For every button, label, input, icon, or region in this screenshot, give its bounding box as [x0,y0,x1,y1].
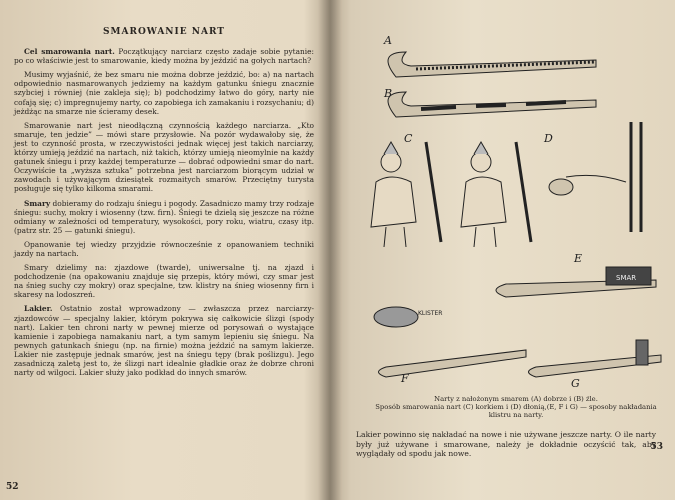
label-e: E [574,252,583,265]
paragraph-text: dobieramy do rodzaju śniegu i pogody. Zasadniczo mamy trzy rodzaje śniegu: suchy, mokry i wiosenny (tzw. firn). Śniegi te dzielą się jeszcze na różne odmiany w zależności od temperatury, wysokości, pory roku, wiatru, czasy itp. (patrz str. 25 — gatunki śniegu). [14,198,314,235]
paragraph [14,263,314,299]
paragraph [14,240,314,258]
label-g: G [571,377,580,390]
ski-figure-a [383,34,596,77]
label-d: D [544,132,553,145]
left-page [0,0,330,500]
paragraph [14,121,314,194]
klister-figure-e [496,252,656,297]
paragraph-text: Smarowanie nart jest nieodłączną czynnością każdego narciarza. „Kto smaruje, ten jedzie” — mówi stare przysłowie. Na pozór wydawałoby się, że jest to czynność prosta, w rzeczywistości jednak więcej jest takich narciarzy, którzy umieją jeździć na nartach, niż takich, którzy umieją nieomylnie na każdy gatunek śniegu i przy każdej temperaturze — dobrać odpowiedni smar do nart. Oczywiście ta „wyższa sztuka” potrzebna jest narciarzom biorącym udział w zawodach i używającym dziesiątek rozmaitych smarów. Przeciętny turysta posługuje się tylko kilkoma smarami. [14,120,314,194]
man-waxing-figure-c [371,132,441,247]
paragraph-text: Początkujący narciarz często zadaje sobie pytanie: po co właściwie jest to smarowanie, kiedy można by jeździć na gołych nartach? [14,47,315,66]
caption-line-2: Sposób smarowania nart (C) korkiem i (D) dłonią,(E, F i G) — sposoby nakładania klistru na narty. [375,403,657,419]
paragraph [14,70,314,115]
klister-figure-g [529,340,662,390]
label-f: F [401,372,409,385]
page-number-right: 53 [650,442,663,452]
paragraph-text: Musimy wyjaśnić, że bez smaru nie można dobrze jeździć, bo: a) na nartach odpowiednio nasmarowanych jedziemy na każdym gatunku śniegu znacznie szybciej i równiej (nie zakleja się); b) podchodzimy łatwo do góry, narty nie cofają się; c) impregnujemy narty, co zapobiega ich zamakaniu i rozsychaniu; d) jeżdżąc na smarze nie ścieramy desek. [14,70,314,116]
paragraph-text: Ostatnio został wprowadzony — zwłaszcza przez narciarzy-zjazdowców — specjalny lakier, którym pokrywa się całkowicie ślizgi (spody nart). Lakier ten chroni narty w pewnej mierze od porysowań o wystające kamienie i zapobiega namakaniu nart, a tym samym lepieniu się śniegu. Na pewnych gatunkach śniegu (np. na firnie) można jeździć na samym lakierze. Lakier nie zastępuje jednak smarów, jest na śniegu tępy (brak poślizgu). Jego zasadniczą zaletą jest to, że ślizgi nart idealnie gładkie oraz że dobrze chroni narty od wilgoci. Lakier służy jako podkład do innych smarów. [14,304,314,378]
right-page [336,0,675,500]
paragraph [14,199,314,235]
smar-can-label: SMAR [616,274,637,282]
page-number-left: 52 [6,482,19,492]
right-body-text: Lakier powinno się nakładać na nowe i nie używane jeszcze narty. O ile narty były już używane i smarowane, należy je dokładnie oczyścić tak, aby wyglądały od spodu jak nowe. [356,430,656,458]
paragraph-text: Smary dzielimy na: zjazdowe (twarde), uniwersalne tj. na zjazd i podchodzenie (na opakowaniu znajduje się przepis, który mówi, czy smar jest na śnieg suchy czy mokry) oraz specjalne, tzw. klistry na śnieg wiosenny firn i skaresy na lodoszreń. [14,263,314,300]
label-b: B [384,87,393,100]
waxing-illustrations [366,22,666,392]
paragraph-lead: Cel smarowania nart. [24,47,115,57]
left-paragraphs [14,47,314,377]
label-c: C [404,132,413,145]
ski-figure-b [383,87,596,117]
paragraph-lead: Lakier. [24,304,53,314]
paragraph [14,304,314,377]
paragraph-lead: Smary [24,198,51,208]
klister-figure-f [374,307,526,385]
hand-waxing-figure-d [543,122,641,232]
man-waxing-figure-2 [461,142,531,247]
label-a: A [384,34,392,47]
caption-line-1: Narty z nałożonym smarem (A) dobrze i (B) źle. [434,395,598,403]
klister-can-label: KLISTER [418,310,443,317]
left-text-column [14,28,314,382]
paragraph-text: Opanowanie tej wiedzy przyjdzie równocześnie z opanowaniem techniki jazdy na nartach. [14,239,314,258]
paragraph [14,47,314,65]
figure-caption [366,395,666,419]
section-title: SMAROWANIE NART [103,27,225,37]
